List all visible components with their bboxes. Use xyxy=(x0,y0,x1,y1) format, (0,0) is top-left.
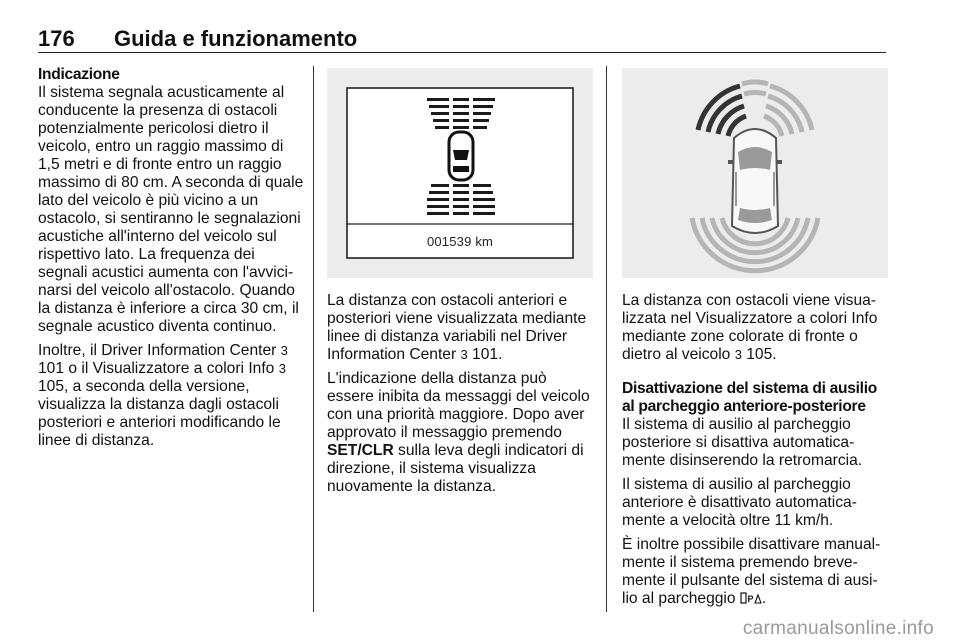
paragraph: Il sistema di ausilio al parcheggio posteriore si disattiva automaticamente disinserendo la retromarcia. xyxy=(622,416,863,469)
paragraph: La distanza con ostacoli anteriori e posteriori viene visualizzata mediante linee di distanza variabili nel Driver Information Center 3 101. xyxy=(327,292,587,363)
colour-info-display-figure xyxy=(622,68,888,278)
odometer-readout: 001539 km xyxy=(426,234,494,249)
watermark: carmanualsonline.info xyxy=(742,618,934,639)
paragraph: Il sistema di ausilio al parcheggio anteriore è disattivato automaticamente a velocità oltre 11 km/h. xyxy=(622,476,857,529)
column-divider xyxy=(313,66,314,612)
driver-information-center-figure xyxy=(327,68,593,278)
paragraph: L'indicazione della distanza può essere inibita da messaggi del veicolo con una priorità maggiore. Dopo aver approvato il messaggio premendo SET/CLR sulla leva degli indicatori di direzione, il sistema visualizza nuovamente la distanza. xyxy=(327,370,590,495)
set-clr-label: SET/CLR xyxy=(327,442,394,459)
section-title: Guida e funzionamento xyxy=(114,26,358,51)
paragraph: La distanza con ostacoli viene visualizzata nel Visualizzatore a colori Info mediante zone colorate di fronte o dietro al veicolo 3 105. xyxy=(622,292,878,363)
parking-zones-illustration xyxy=(622,68,888,278)
svg-text:P: P xyxy=(747,594,754,604)
page-number: 176 xyxy=(38,26,75,51)
page-reference-arrow-icon: 3 xyxy=(460,347,468,362)
paragraph: Inoltre, il Driver Information Center 3 101 o il Visualizzatore a colori Info 3 105, a seconda della versione, visualizza la distanza dagli ostacoli posteriori e anteriori modificando le linee di distanza. xyxy=(38,342,288,449)
column-3 xyxy=(622,292,888,614)
parking-assist-icon xyxy=(740,592,762,604)
column-divider xyxy=(606,66,607,612)
page-reference-arrow-icon: 3 xyxy=(278,361,286,376)
paragraph: Il sistema segnala acusticamente al conducente la presenza di ostacoli potenzialmente pericolosi dietro il veicolo, entro un raggio massimo di 1,5 metri e di fronte entro un raggio massimo di 80 cm. A seconda di quale lato del veicolo è più vicino a un ostacolo, si sentiranno le segnalazioni acustiche all'interno del veicolo sul rispettivo lato. La frequenza dei segnali acustici aumenta con l'avvicinarsi del veicolo all'ostacolo. Quando la distanza è inferiore a circa 30 cm, il segnale acustico diventa continuo. xyxy=(38,84,304,335)
page-reference-arrow-icon: 3 xyxy=(734,347,742,362)
heading-deactivation: Disattivazione del sistema di ausilio al parcheggio anteriore-posteriore xyxy=(622,380,877,415)
page-header xyxy=(38,12,886,53)
heading-indicazione: Indicazione xyxy=(38,66,120,83)
paragraph: È inoltre possibile disattivare manualmente il sistema premendo brevemente il pulsante del sistema di ausilio al parcheggio P . xyxy=(622,536,881,607)
column-2 xyxy=(327,292,593,502)
column-1 xyxy=(38,66,304,456)
page-reference-arrow-icon: 3 xyxy=(280,343,288,358)
